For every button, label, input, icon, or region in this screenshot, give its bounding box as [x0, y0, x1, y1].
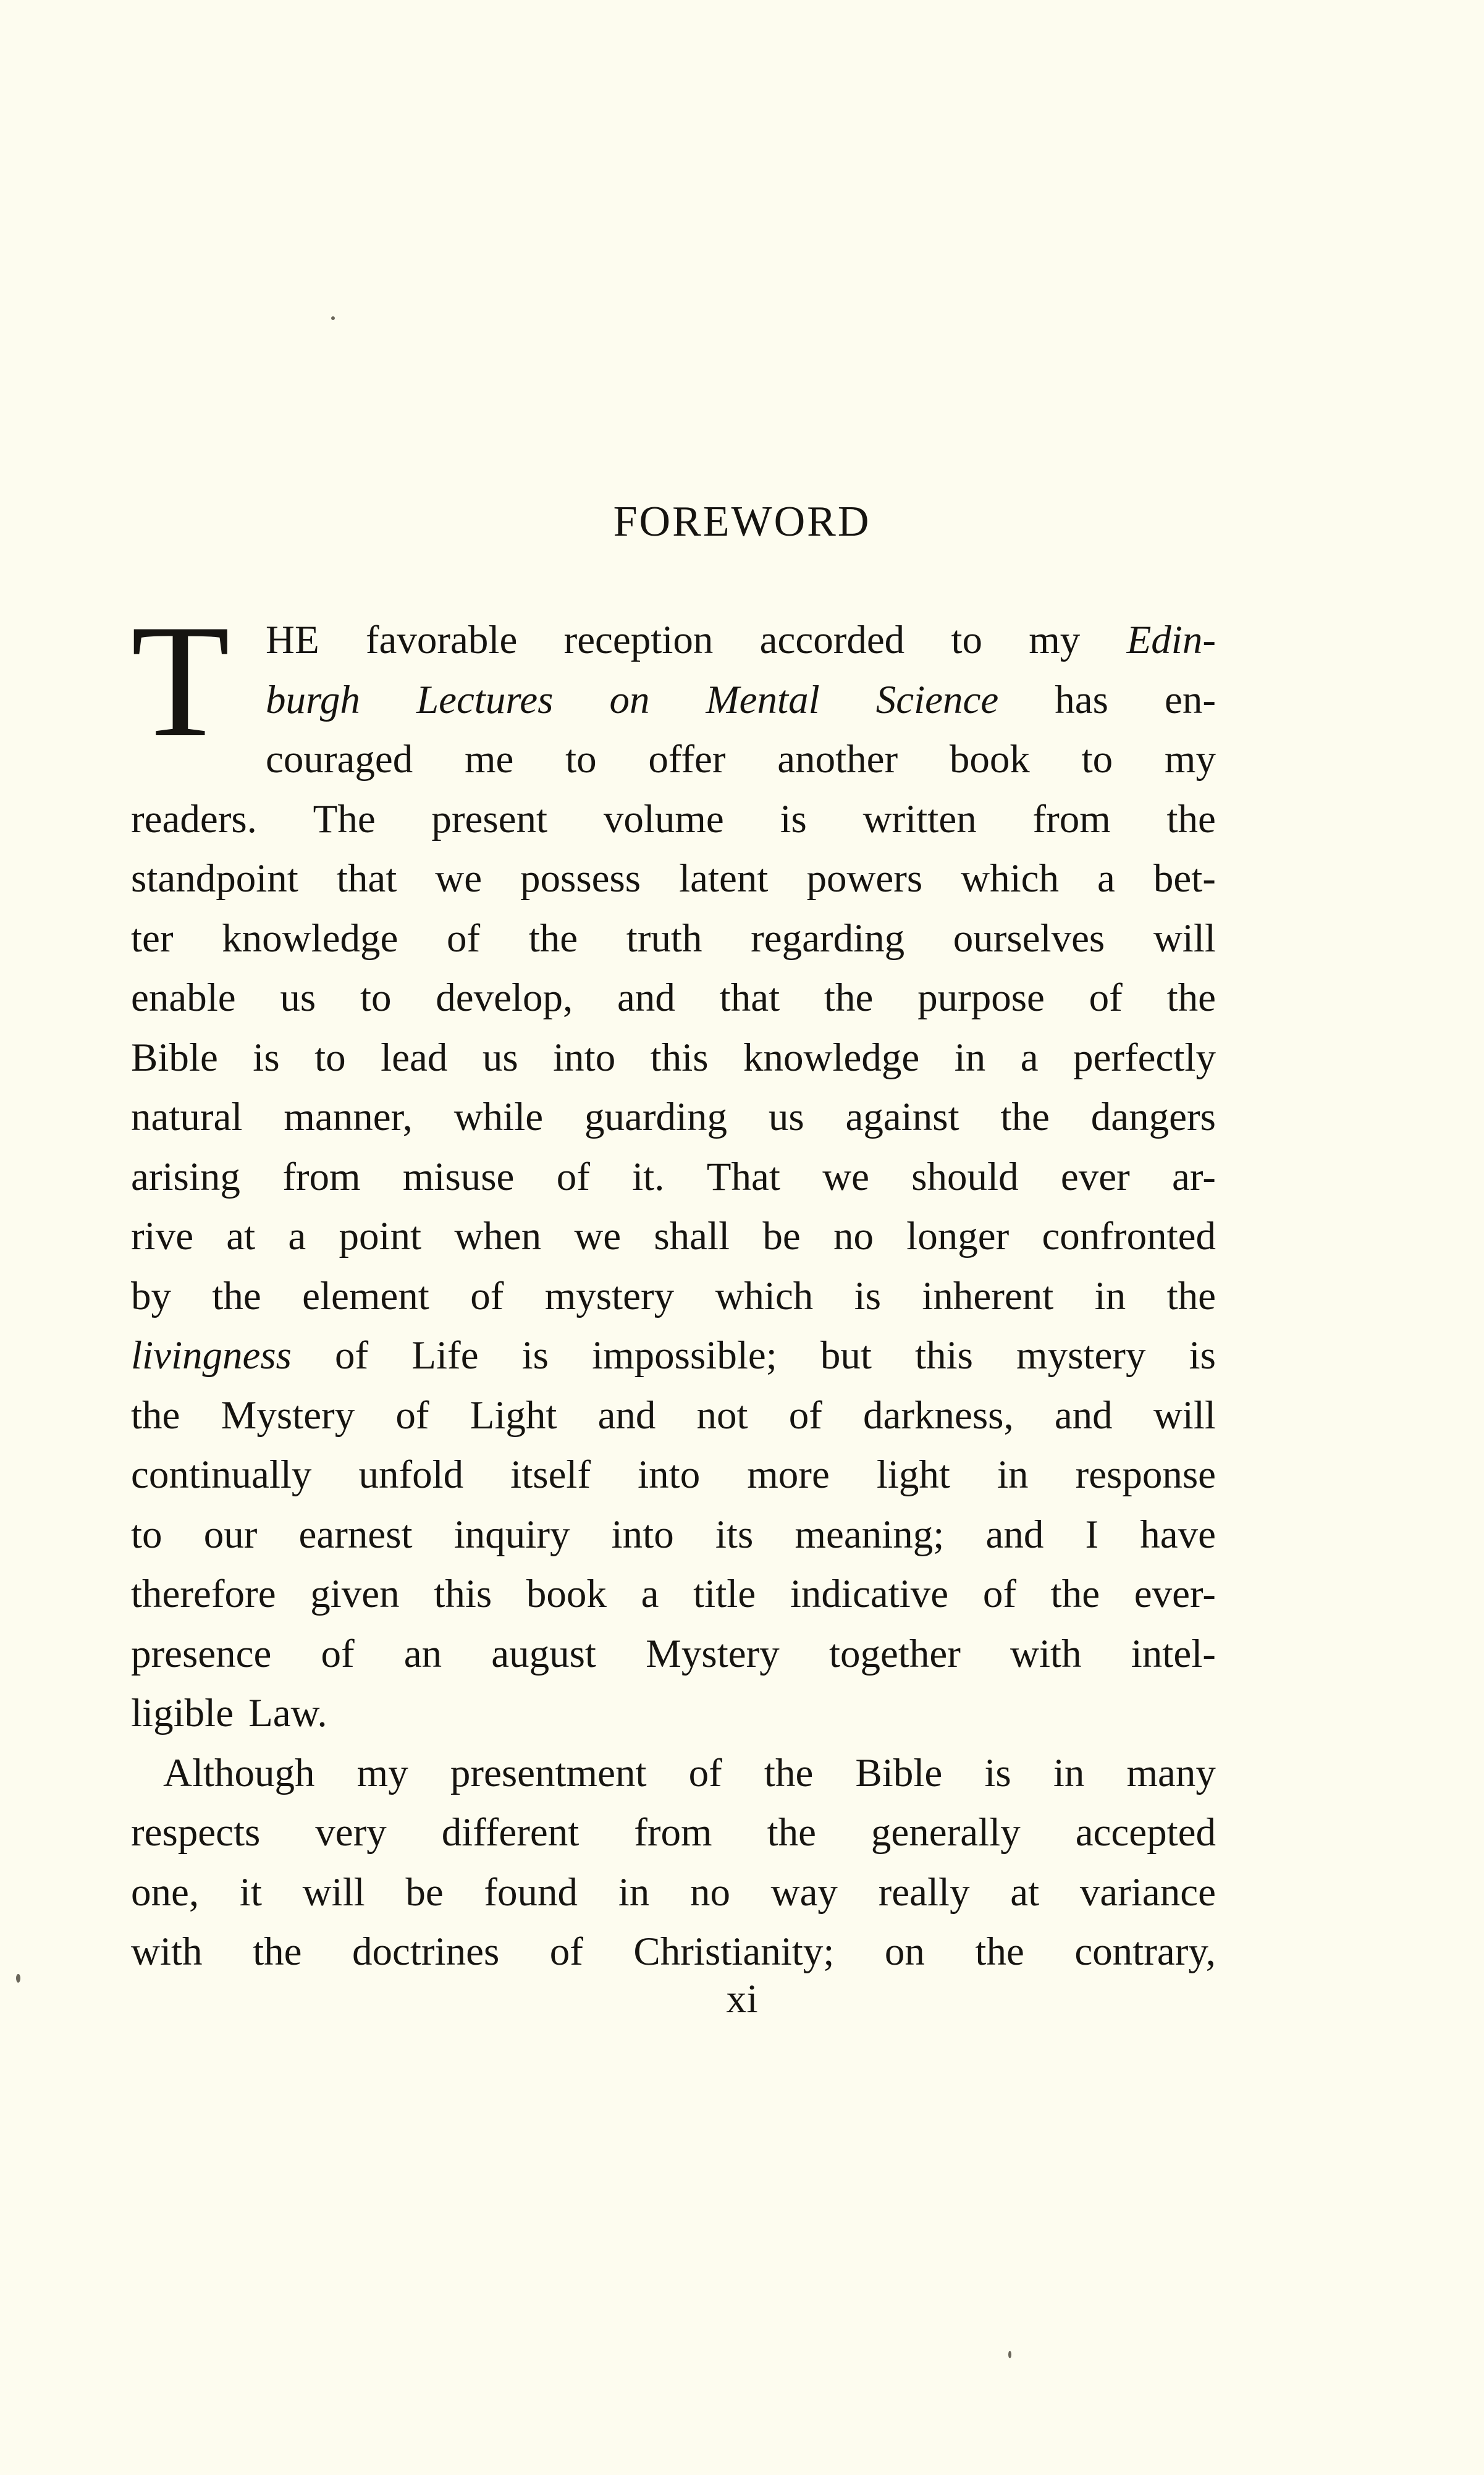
word: written — [862, 796, 977, 841]
text-line — [131, 1564, 1216, 1624]
word: from — [1032, 796, 1111, 841]
text-line — [131, 1684, 1216, 1743]
word: way — [770, 1870, 838, 1915]
text-line — [131, 1147, 1216, 1207]
word: which — [961, 856, 1060, 901]
word: guarding — [584, 1095, 728, 1139]
word: inquiry — [453, 1512, 570, 1557]
word: while — [453, 1095, 544, 1139]
word: knowledge — [743, 1035, 920, 1080]
word: presence — [131, 1631, 272, 1676]
word: the — [1166, 1273, 1216, 1318]
word: the — [975, 1929, 1024, 1974]
word: truth — [626, 916, 702, 961]
word: itself — [510, 1453, 591, 1497]
word: will — [1153, 1393, 1216, 1438]
word: volume — [603, 796, 724, 841]
word: rive — [131, 1214, 194, 1259]
word: indicative — [790, 1572, 949, 1616]
word: and — [985, 1512, 1044, 1557]
word: of — [556, 1154, 590, 1199]
text-line — [131, 1386, 1216, 1446]
word: my — [356, 1750, 408, 1795]
word: my — [1164, 737, 1216, 782]
word: the — [212, 1273, 261, 1318]
word: that — [336, 856, 397, 901]
word: possess — [520, 856, 641, 901]
word: ever- — [1134, 1572, 1216, 1616]
word: burgh — [266, 677, 360, 722]
word: title — [693, 1572, 756, 1616]
word: is — [854, 1273, 882, 1318]
word: the — [1166, 976, 1216, 1020]
word: of — [788, 1393, 822, 1438]
word: develop, — [436, 976, 573, 1020]
word: has — [1055, 677, 1108, 722]
word: is — [253, 1035, 280, 1080]
word: ter — [131, 916, 174, 961]
word: which — [715, 1273, 814, 1318]
word: on — [884, 1929, 925, 1974]
word: presentment — [450, 1750, 647, 1795]
word: of — [470, 1273, 504, 1318]
paper-speck — [331, 316, 335, 320]
text-line — [131, 1445, 1216, 1505]
word: have — [1140, 1512, 1216, 1557]
word: powers — [806, 856, 923, 901]
word: HE — [266, 618, 319, 662]
word: this — [434, 1572, 492, 1616]
text-line — [131, 1922, 1216, 1982]
word: many — [1126, 1750, 1216, 1795]
word: us — [482, 1035, 518, 1080]
word: of — [446, 916, 481, 961]
word: the — [1000, 1095, 1050, 1139]
word: continually — [131, 1453, 312, 1497]
text-line — [131, 790, 1216, 850]
word: manner, — [284, 1095, 413, 1139]
word: is — [521, 1333, 549, 1378]
word: it — [239, 1870, 262, 1915]
word: shall — [654, 1214, 730, 1259]
word: to — [360, 976, 392, 1020]
word: is — [780, 796, 807, 841]
word: therefore — [131, 1572, 276, 1616]
word: in — [618, 1870, 650, 1915]
word: enable — [131, 976, 236, 1020]
word: of — [395, 1393, 429, 1438]
word: we — [822, 1154, 869, 1199]
word: to — [1081, 737, 1113, 782]
text-line — [131, 1803, 1216, 1863]
word: will — [302, 1870, 365, 1915]
word: will — [1153, 916, 1216, 961]
word: lead — [381, 1035, 448, 1080]
word: of — [549, 1929, 583, 1974]
word: arising — [131, 1154, 240, 1199]
word: of — [321, 1631, 355, 1676]
word: variance — [1079, 1870, 1216, 1915]
word: confronted — [1042, 1214, 1216, 1259]
word: Edin- — [1126, 618, 1216, 662]
word: misuse — [402, 1154, 515, 1199]
word: earnest — [298, 1512, 413, 1557]
word: bet- — [1153, 856, 1216, 901]
text-line — [131, 1326, 1216, 1386]
word: couraged — [266, 737, 413, 782]
word: should — [911, 1154, 1019, 1199]
word: darkness, — [863, 1393, 1014, 1438]
word: us — [768, 1095, 804, 1139]
word: the — [131, 1393, 180, 1438]
word: against — [845, 1095, 959, 1139]
word: us — [280, 976, 316, 1020]
word: present — [431, 796, 548, 841]
word: is — [1189, 1333, 1216, 1378]
word: at — [1010, 1870, 1040, 1915]
word: element — [302, 1273, 429, 1318]
word: really — [878, 1870, 970, 1915]
text-line — [131, 1087, 1216, 1147]
word: inherent — [922, 1273, 1054, 1318]
word: by — [131, 1273, 171, 1318]
text-line — [131, 670, 1216, 730]
word: with — [1010, 1631, 1082, 1676]
word: we — [574, 1214, 622, 1259]
page-number: xi — [726, 1976, 758, 2022]
word: no — [833, 1214, 874, 1259]
word: is — [984, 1750, 1011, 1795]
word: a — [1020, 1035, 1039, 1080]
word: dangers — [1090, 1095, 1216, 1139]
word: found — [484, 1870, 578, 1915]
word: the — [824, 976, 874, 1020]
word: Lectures — [416, 677, 554, 722]
word: Bible — [131, 1035, 218, 1080]
word: latent — [679, 856, 769, 901]
word: ligible — [131, 1691, 234, 1735]
word: of — [335, 1333, 369, 1378]
word: favorable — [365, 618, 518, 662]
word: That — [706, 1154, 780, 1199]
word: in — [997, 1453, 1029, 1497]
word: the — [767, 1810, 816, 1855]
word: offer — [648, 737, 726, 782]
word: together — [828, 1631, 961, 1676]
word: an — [403, 1631, 442, 1676]
word: I — [1085, 1512, 1099, 1557]
word: knowledge — [222, 916, 398, 961]
word: generally — [871, 1810, 1021, 1855]
word: en- — [1164, 677, 1216, 722]
word: intel- — [1131, 1631, 1216, 1676]
word: Bible — [855, 1750, 943, 1795]
text-line — [131, 1863, 1216, 1923]
word: The — [313, 796, 376, 841]
text-line — [131, 1028, 1216, 1088]
word: purpose — [917, 976, 1045, 1020]
word: Mystery — [646, 1631, 780, 1676]
text-line — [131, 610, 1216, 670]
word: perfectly — [1073, 1035, 1216, 1080]
word: Although — [163, 1750, 315, 1795]
word: light — [876, 1453, 950, 1497]
word: of — [982, 1572, 1016, 1616]
drop-cap: T — [131, 591, 230, 770]
word: response — [1075, 1453, 1216, 1497]
word: book — [949, 737, 1030, 782]
word: into — [611, 1512, 674, 1557]
word: Mental — [706, 677, 820, 722]
word: longer — [906, 1214, 1010, 1259]
word: the — [764, 1750, 814, 1795]
word: very — [315, 1810, 387, 1855]
word: to — [314, 1035, 346, 1080]
word: Science — [875, 677, 999, 722]
word: in — [1053, 1750, 1085, 1795]
word: natural — [131, 1095, 243, 1139]
text-line — [131, 968, 1216, 1028]
word: with — [131, 1929, 203, 1974]
word: when — [454, 1214, 542, 1259]
word: a — [288, 1214, 306, 1259]
word: and — [1054, 1393, 1113, 1438]
word: given — [310, 1572, 400, 1616]
word: our — [203, 1512, 258, 1557]
word: another — [777, 737, 898, 782]
body-text — [131, 591, 1216, 1982]
word: and — [617, 976, 675, 1020]
word: the — [1050, 1572, 1100, 1616]
word: Light — [470, 1393, 557, 1438]
word: the — [253, 1929, 302, 1974]
word: point — [339, 1214, 422, 1259]
word: from — [634, 1810, 712, 1855]
word: meaning; — [795, 1512, 945, 1557]
word: impossible; — [592, 1333, 777, 1378]
word: this — [915, 1333, 973, 1378]
text-line — [131, 1505, 1216, 1565]
word: different — [441, 1810, 580, 1855]
text-line — [131, 1743, 1216, 1803]
word: from — [282, 1154, 361, 1199]
word: mystery — [544, 1273, 675, 1318]
word: this — [650, 1035, 709, 1080]
paper-speck — [1008, 2351, 1011, 2358]
word: to — [131, 1512, 162, 1557]
word: on — [609, 677, 650, 722]
word: Life — [411, 1333, 479, 1378]
word: regarding — [751, 916, 905, 961]
word: to — [951, 618, 982, 662]
word: we — [435, 856, 483, 901]
word: Mystery — [221, 1393, 355, 1438]
word: readers. — [131, 796, 257, 841]
word: contrary, — [1074, 1929, 1216, 1974]
word: but — [820, 1333, 872, 1378]
text-line — [131, 909, 1216, 969]
word: at — [226, 1214, 256, 1259]
word: one, — [131, 1870, 200, 1915]
word: into — [638, 1453, 701, 1497]
paper-speck — [16, 1974, 20, 1983]
word: me — [464, 737, 514, 782]
word: of — [1089, 976, 1123, 1020]
word: it. — [632, 1154, 665, 1199]
word: respects — [131, 1810, 261, 1855]
word: a — [641, 1572, 659, 1616]
word: doctrines — [352, 1929, 500, 1974]
word: that — [719, 976, 780, 1020]
text-line — [131, 849, 1216, 909]
word: unfold — [358, 1453, 464, 1497]
text-line — [131, 1624, 1216, 1684]
word: of — [688, 1750, 722, 1795]
word: in — [954, 1035, 986, 1080]
word: be — [405, 1870, 444, 1915]
word: ourselves — [953, 916, 1105, 961]
word: and — [597, 1393, 656, 1438]
word: accepted — [1075, 1810, 1216, 1855]
word: Law. — [248, 1691, 327, 1735]
text-line — [131, 1207, 1216, 1267]
word: in — [1094, 1273, 1126, 1318]
text-line — [131, 1267, 1216, 1326]
word: the — [1166, 796, 1216, 841]
word: book — [526, 1572, 607, 1616]
word: into — [553, 1035, 616, 1080]
word: the — [528, 916, 578, 961]
word: not — [696, 1393, 748, 1438]
text-line — [131, 730, 1216, 790]
word: standpoint — [131, 856, 298, 901]
word: livingness — [131, 1333, 292, 1378]
word: Christianity; — [633, 1929, 835, 1974]
word: to — [565, 737, 597, 782]
word: ar- — [1172, 1154, 1216, 1199]
word: accorded — [759, 618, 905, 662]
word: august — [491, 1631, 596, 1676]
word: its — [715, 1512, 754, 1557]
page-title: FOREWORD — [613, 498, 871, 546]
word: reception — [563, 618, 714, 662]
word: be — [762, 1214, 801, 1259]
word: no — [689, 1870, 730, 1915]
word: a — [1097, 856, 1115, 901]
word: more — [747, 1453, 830, 1497]
word: ever — [1060, 1154, 1130, 1199]
word: mystery — [1016, 1333, 1146, 1378]
word: my — [1029, 618, 1081, 662]
